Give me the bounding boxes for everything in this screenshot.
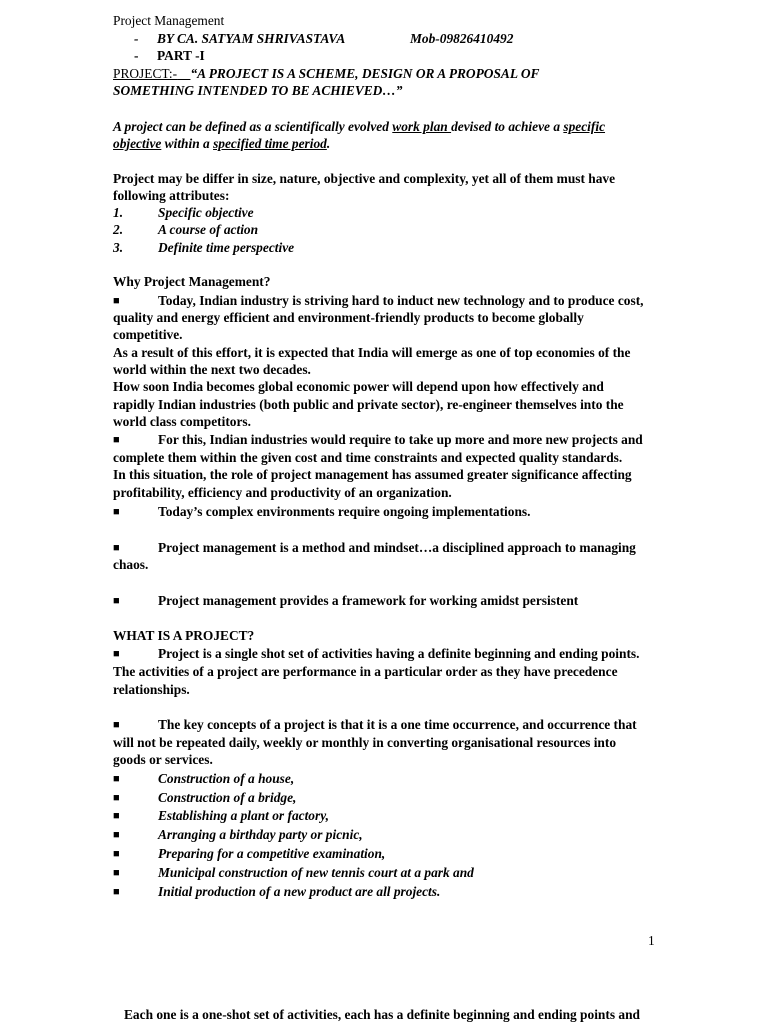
text-line: How soon India becomes global economic power will depend upon how effectively and (113, 379, 604, 394)
text-line: Project is a single shot set of activities having a definite beginning and ending points. (158, 646, 640, 661)
square-bullet-icon: ■ (113, 792, 120, 804)
example-text: Construction of a bridge, (158, 790, 297, 805)
text-line: complete them within the given cost and time constraints and expected quality standards. (113, 450, 623, 465)
part-text: PART -I (157, 48, 205, 63)
example-text: Establishing a plant or factory, (158, 808, 330, 823)
square-bullet-icon: ■ (113, 542, 120, 554)
square-bullet-icon: ■ (113, 773, 120, 785)
byline (134, 30, 514, 47)
definition-line2 (113, 135, 330, 152)
text-line: world class competitors. (113, 414, 251, 429)
def-text-3: within a (161, 136, 214, 151)
text-line: Project management provides a framework for working amidst persistent (158, 593, 579, 608)
square-bullet-icon: ■ (113, 595, 120, 607)
why-paragraph-3 (113, 503, 530, 521)
example-item (113, 807, 329, 825)
example-item (113, 845, 385, 863)
text-line: The activities of a project are performance in a particular order as they have precedence (113, 664, 618, 679)
project-quote-1: “A PROJECT IS A SCHEME, DESIGN OR A PROPOSAL OF (190, 66, 540, 81)
part-dash: - (134, 48, 139, 63)
why-paragraph-2 (113, 431, 643, 449)
project-label: PROJECT:- (113, 66, 178, 81)
definition-line1 (113, 118, 605, 135)
project-quote-2: SOMETHING INTENDED TO BE ACHIEVED…” (113, 83, 403, 98)
square-bullet-icon: ■ (113, 434, 120, 446)
def-objective: objective (113, 136, 162, 151)
project-definition-line1 (113, 65, 539, 82)
text-line: Today’s complex environments require ongoing implementations. (158, 504, 531, 519)
def-work-plan: work plan (392, 119, 452, 134)
text-line: Today, Indian industry is striving hard to induct new technology and to produce cost, (158, 293, 644, 308)
part-label (134, 47, 205, 64)
text-line: rapidly Indian industries (both public and private sector), re-engineer themselves into the (113, 397, 624, 412)
text-line: Project management is a method and mindset…a disciplined approach to managing (158, 540, 636, 555)
def-text-4: . (326, 136, 331, 151)
example-item (113, 826, 363, 844)
text-line: competitive. (113, 327, 183, 342)
text-line: will not be repeated daily, weekly or monthly in converting organisational resources into (113, 735, 617, 750)
author-name: BY CA. SATYAM SHRIVASTAVA (157, 31, 346, 46)
text-line: goods or services. (113, 752, 213, 767)
why-heading: Why Project Management? (113, 274, 271, 289)
attribute-number: 3. (113, 240, 124, 255)
attributes-intro-2: following attributes: (113, 188, 230, 203)
why-paragraph-5 (113, 592, 578, 610)
attribute-number: 2. (113, 222, 124, 237)
what-paragraph-2 (113, 716, 637, 734)
square-bullet-icon: ■ (113, 867, 120, 879)
what-paragraph-1 (113, 645, 639, 663)
why-paragraph-1 (113, 292, 644, 310)
example-text: Municipal construction of new tennis court at a park and (158, 865, 474, 880)
why-paragraph-4 (113, 539, 636, 557)
text-line: profitability, efficiency and productivity of an organization. (113, 485, 452, 500)
example-item (113, 770, 294, 788)
square-bullet-icon: ■ (113, 848, 120, 860)
text-line: relationships. (113, 682, 190, 697)
text-line: For this, Indian industries would require to take up more and more new projects and (158, 432, 643, 447)
example-item (113, 789, 296, 807)
square-bullet-icon: ■ (113, 810, 120, 822)
attribute-text: A course of action (158, 222, 259, 237)
def-specific: specific (563, 119, 606, 134)
text-line: world within the next two decades. (113, 362, 311, 377)
attribute-item (113, 204, 254, 221)
def-text-1: A project can be defined as a scientifically evolved (113, 119, 393, 134)
attribute-item (113, 221, 258, 238)
author-mobile: Mob-09826410492 (410, 31, 514, 46)
attribute-number: 1. (113, 205, 124, 220)
square-bullet-icon: ■ (113, 886, 120, 898)
attributes-intro-1: Project may be differ in size, nature, objective and complexity, yet all of them must have (113, 171, 616, 186)
example-text: Construction of a house, (158, 771, 295, 786)
attribute-text: Specific objective (158, 205, 254, 220)
running-title: Project Management (113, 13, 225, 28)
what-heading: WHAT IS A PROJECT? (113, 628, 255, 643)
square-bullet-icon: ■ (113, 719, 120, 731)
text-line: quality and energy efficient and environment-friendly products to become globally (113, 310, 584, 325)
example-text: Preparing for a competitive examination, (158, 846, 386, 861)
page-number: 1 (648, 933, 655, 948)
text-line: chaos. (113, 557, 149, 572)
def-text-2: devised to achieve a (451, 119, 564, 134)
square-bullet-icon: ■ (113, 648, 120, 660)
square-bullet-icon: ■ (113, 829, 120, 841)
example-text: Initial production of a new product are all projects. (158, 884, 441, 899)
text-line: As a result of this effort, it is expected that India will emerge as one of top economies of the (113, 345, 631, 360)
next-page-line: Each one is a one-shot set of activities, each has a definite beginning and ending points and (124, 1007, 640, 1022)
text-line: The key concepts of a project is that it is a one time occurrence, and occurrence that (158, 717, 637, 732)
example-item (113, 883, 440, 901)
attribute-text: Definite time perspective (158, 240, 295, 255)
example-text: Arranging a birthday party or picnic, (158, 827, 363, 842)
text-line: In this situation, the role of project management has assumed greater significance affecting (113, 467, 632, 482)
example-item (113, 864, 474, 882)
byline-dash: - (134, 31, 139, 46)
attribute-item (113, 239, 294, 256)
square-bullet-icon: ■ (113, 506, 120, 518)
square-bullet-icon: ■ (113, 295, 120, 307)
def-time-period: specified time period (213, 136, 327, 151)
